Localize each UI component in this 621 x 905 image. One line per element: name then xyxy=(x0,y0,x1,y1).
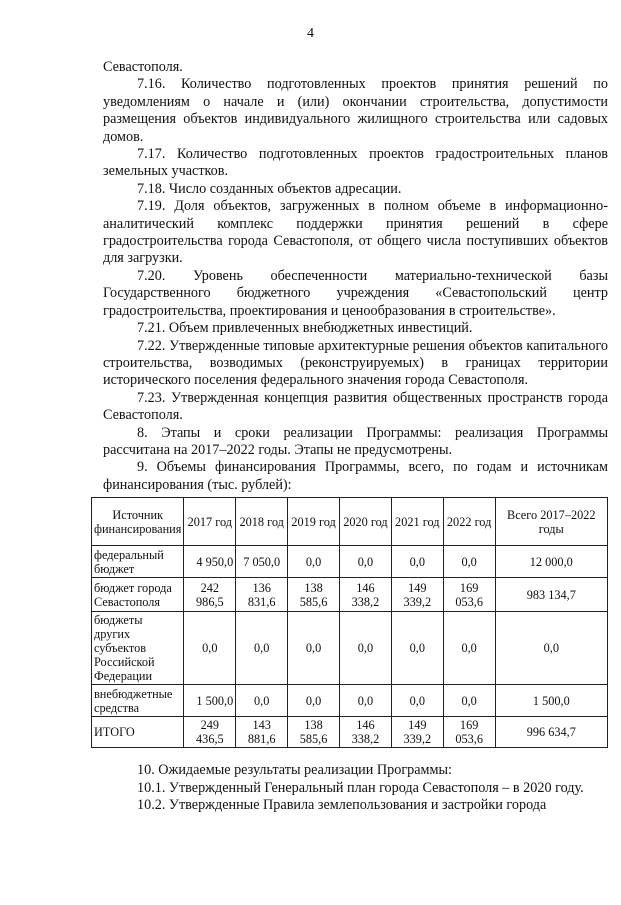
row-source: федеральный бюджет xyxy=(92,546,184,578)
table-cell: 1 500,0 xyxy=(184,685,236,717)
table-cell: 242 986,5 xyxy=(184,578,236,612)
header-2020: 2020 год xyxy=(340,498,392,546)
paragraph-7-20: 7.20. Уровень обеспеченности материально-технической базы Государственного бюджетного учреждения «Севастопольский центр градостроительства, проектирования и ценообразования в строительстве». xyxy=(103,267,608,319)
paragraph-10: 10. Ожидаемые результаты реализации Программы: xyxy=(137,762,452,779)
row-source: ИТОГО xyxy=(92,717,184,748)
paragraph-8: 8. Этапы и сроки реализации Программы: реализация Программы рассчитана на 2017–2022 годы. Этапы не предусмотрены. xyxy=(103,424,608,458)
table-total-row xyxy=(92,717,608,748)
table-cell: 146 338,2 xyxy=(340,717,392,748)
financing-table xyxy=(91,497,608,748)
table-cell: 0,0 xyxy=(288,685,340,717)
table-cell: 1 500,0 xyxy=(495,685,607,717)
table-cell: 146 338,2 xyxy=(340,578,392,612)
table-cell: 0,0 xyxy=(443,546,495,578)
header-2018: 2018 год xyxy=(236,498,288,546)
table-cell: 169 053,6 xyxy=(443,717,495,748)
paragraph-9: 9. Объемы финансирования Программы, всего, по годам и источникам финансирования (тыс. рублей): xyxy=(103,459,608,493)
paragraph-7-19: 7.19. Доля объектов, загруженных в полном объеме в информационно-аналитический комплекс поддержки принятия решений в сфере градостроительства города Севастополя, от общего числа поступивших объектов для загрузки. xyxy=(103,198,608,267)
table-row xyxy=(92,578,608,612)
table-cell: 4 950,0 xyxy=(184,546,236,578)
table-cell: 7 050,0 xyxy=(236,546,288,578)
paragraph-10-1: 10.1. Утвержденный Генеральный план города Севастополя – в 2020 году. xyxy=(137,779,584,796)
paragraph-7-21: 7.21. Объем привлеченных внебюджетных инвестиций. xyxy=(137,320,473,337)
table-cell: 249 436,5 xyxy=(184,717,236,748)
paragraph-7-22: 7.22. Утвержденные типовые архитектурные решения объектов капитального строительства, возводимых (реконструируемых) в границах территории исторического поселения федерального значения города Севастополя. xyxy=(103,337,608,389)
paragraph-10-2: 10.2. Утвержденные Правила землепользования и застройки города xyxy=(137,796,547,813)
table-row xyxy=(92,685,608,717)
table-cell: 0,0 xyxy=(288,612,340,685)
header-source: Источник финансирования xyxy=(92,498,184,546)
paragraph-continuation: Севастополя. xyxy=(103,59,183,75)
row-source: внебюджетные средства xyxy=(92,685,184,717)
paragraph-7-23: 7.23. Утвержденная концепция развития общественных пространств города Севастополя. xyxy=(103,389,608,424)
table-header-row xyxy=(92,498,608,546)
table-cell: 149 339,2 xyxy=(391,578,443,612)
table-cell: 0,0 xyxy=(340,546,392,578)
table-cell: 0,0 xyxy=(443,612,495,685)
table-cell: 0,0 xyxy=(391,612,443,685)
table-cell: 0,0 xyxy=(340,612,392,685)
row-source: бюджет города Севастополя xyxy=(92,578,184,612)
table-cell: 0,0 xyxy=(391,546,443,578)
header-2017: 2017 год xyxy=(184,498,236,546)
table-cell: 169 053,6 xyxy=(443,578,495,612)
table-cell: 0,0 xyxy=(236,612,288,685)
header-2021: 2021 год xyxy=(391,498,443,546)
table-cell: 149 339,2 xyxy=(391,717,443,748)
table-cell: 0,0 xyxy=(443,685,495,717)
table-cell: 136 831,6 xyxy=(236,578,288,612)
table-cell: 138 585,6 xyxy=(288,717,340,748)
table-cell: 996 634,7 xyxy=(495,717,607,748)
table-row xyxy=(92,612,608,685)
table-cell: 12 000,0 xyxy=(495,546,607,578)
table-cell: 0,0 xyxy=(495,612,607,685)
table-cell: 0,0 xyxy=(391,685,443,717)
row-source: бюджеты других субъектов Российской Федерации xyxy=(92,612,184,685)
table-cell: 0,0 xyxy=(340,685,392,717)
paragraph-7-18: 7.18. Число созданных объектов адресации. xyxy=(137,180,402,197)
header-total: Всего 2017–2022 годы xyxy=(495,498,607,546)
table-cell: 983 134,7 xyxy=(495,578,607,612)
page-number: 4 xyxy=(307,26,314,41)
table-cell: 0,0 xyxy=(288,546,340,578)
paragraph-7-16: 7.16. Количество подготовленных проектов принятия решений по уведомлениям о начале и (или) окончании строительства, допустимости размещения объектов индивидуального жилищного строительства или садовых домов. xyxy=(103,76,608,145)
table-row xyxy=(92,546,608,578)
header-2019: 2019 год xyxy=(288,498,340,546)
table-cell: 138 585,6 xyxy=(288,578,340,612)
table-cell: 0,0 xyxy=(236,685,288,717)
header-2022: 2022 год xyxy=(443,498,495,546)
table-cell: 0,0 xyxy=(184,612,236,685)
document-body xyxy=(94,59,608,814)
table-cell: 143 881,6 xyxy=(236,717,288,748)
paragraph-7-17: 7.17. Количество подготовленных проектов градостроительных планов земельных участков. xyxy=(103,146,608,180)
